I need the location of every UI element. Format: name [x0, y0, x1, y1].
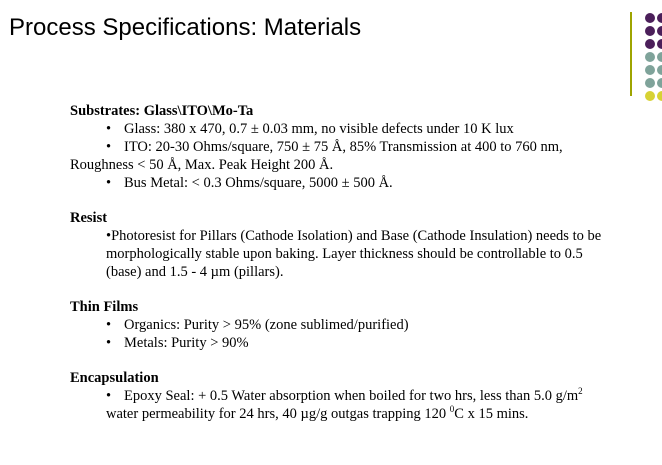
bullet: •	[106, 121, 112, 137]
epoxy-seal-spec-continued	[70, 405, 662, 423]
resist-line: •Photoresist for Pillars (Cathode Isolation) and Base (Cathode Insulation) needs to be	[106, 228, 602, 244]
substrates-heading: Substrates: Glass\ITO\Mo-Ta	[70, 103, 254, 119]
epoxy-text: C x 15 mins.	[454, 406, 529, 422]
resist-line: morphologically stable upon baking. Layer thickness should be controllable to 0.5	[106, 246, 583, 262]
substrates-section	[70, 102, 662, 192]
accent-dot	[657, 26, 662, 36]
list-item	[70, 316, 662, 334]
list-item	[70, 174, 662, 192]
bullet: •	[106, 139, 112, 155]
ito-spec-continued: Roughness < 50 Å, Max. Peak Height 200 Å.	[70, 157, 334, 173]
superscript: 0	[449, 404, 455, 415]
thin-films-section	[70, 298, 662, 352]
resist-heading: Resist	[70, 210, 108, 226]
accent-dot	[657, 78, 662, 88]
accent-dot	[645, 65, 655, 75]
accent-dot	[645, 39, 655, 49]
bullet: •	[106, 335, 112, 351]
accent-dot	[657, 39, 662, 49]
accent-dot	[645, 13, 655, 23]
bullet: •	[106, 175, 112, 191]
accent-dot	[657, 13, 662, 23]
bullet: •	[106, 388, 112, 404]
superscript: 2	[578, 386, 583, 397]
glass-spec: Glass: 380 x 470, 0.7 ± 0.03 mm, no visible defects under 10 K lux	[124, 121, 514, 137]
epoxy-text: water permeability for 24 hrs, 40 µg/g outgas trapping 120	[106, 406, 450, 422]
accent-dot	[657, 65, 662, 75]
accent-divider-line	[630, 12, 632, 96]
organics-spec: Organics: Purity > 95% (zone sublimed/purified)	[124, 317, 409, 333]
bus-metal-spec: Bus Metal: < 0.3 Ohms/square, 5000 ± 500 Å.	[124, 175, 393, 191]
bullet: •	[106, 317, 112, 333]
list-item	[70, 387, 662, 405]
encapsulation-section	[70, 369, 662, 423]
accent-dot	[645, 91, 655, 101]
list-item	[70, 334, 662, 352]
epoxy-text: Epoxy Seal: + 0.5 Water absorption when boiled for two hrs, less than 5.0 g/m	[124, 388, 579, 404]
slide-title: Process Specifications: Materials	[9, 14, 362, 41]
accent-dot	[657, 52, 662, 62]
epoxy-seal-spec	[124, 387, 583, 405]
thin-films-heading: Thin Films	[70, 299, 139, 315]
resist-line: (base) and 1.5 - 4 µm (pillars).	[106, 264, 284, 280]
accent-dot	[645, 78, 655, 88]
accent-dot	[657, 91, 662, 101]
encapsulation-heading: Encapsulation	[70, 370, 159, 386]
list-item	[70, 120, 662, 138]
ito-spec: ITO: 20-30 Ohms/square, 750 ± 75 Å, 85% Transmission at 400 to 760 nm,	[124, 139, 563, 155]
resist-section	[70, 209, 662, 281]
slide-body	[70, 102, 662, 423]
metals-spec: Metals: Purity > 90%	[124, 335, 249, 351]
accent-dot	[645, 52, 655, 62]
list-item	[70, 138, 662, 156]
accent-dot	[645, 26, 655, 36]
